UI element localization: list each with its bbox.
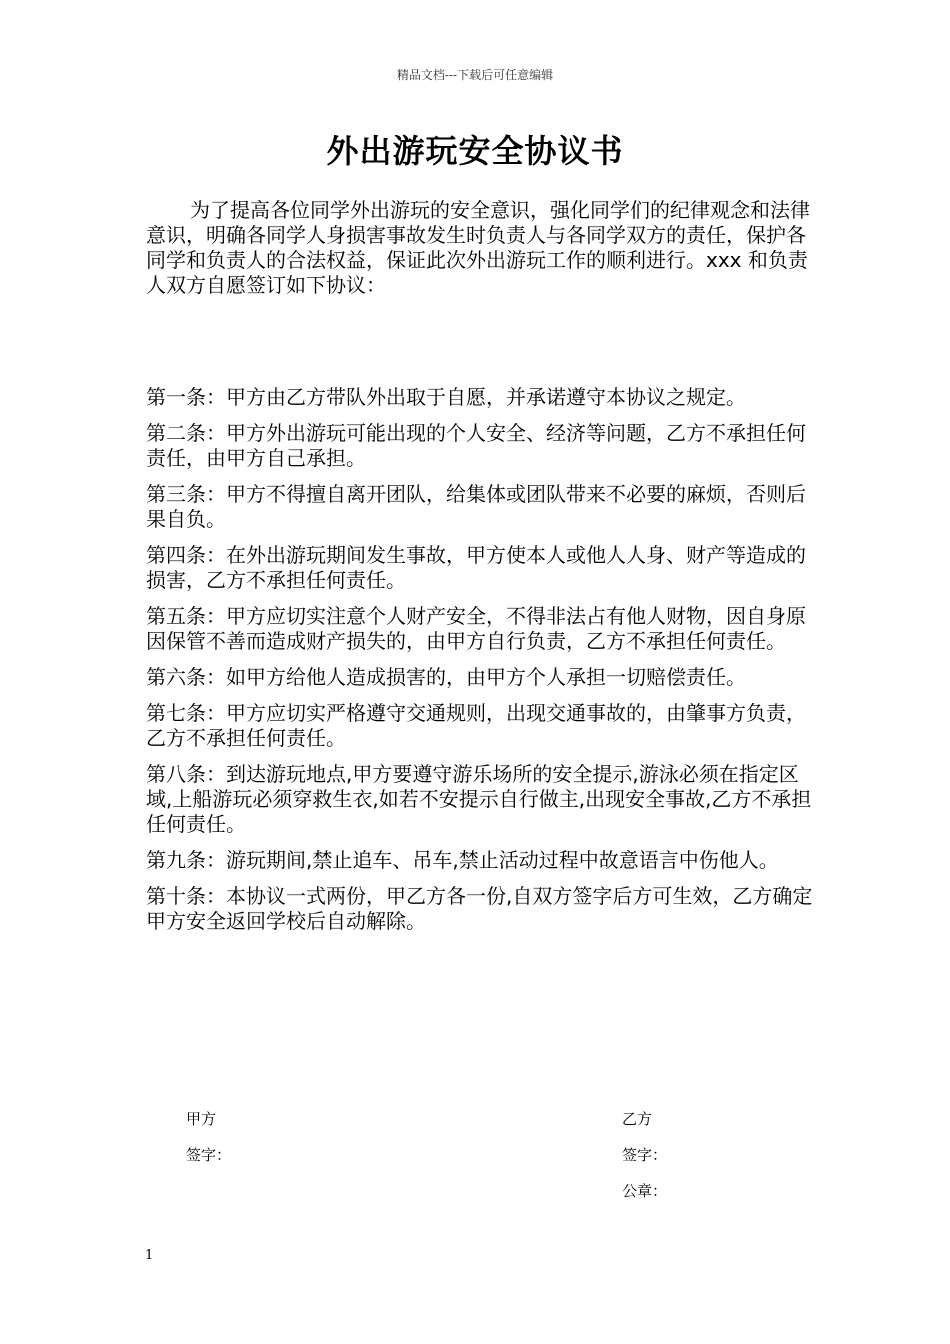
clause-7: 第七条：甲方应切实严格遵守交通规则，出现交通事故的，由肇事方负责，乙方不承担任何责任。 — [146, 701, 806, 750]
clause-5: 第五条：甲方应切实注意个人财产安全，不得非法占有他人财物，因自身原因保管不善而造成财产损失的，由甲方自行负责，乙方不承担任何责任。 — [146, 604, 806, 653]
clause-list — [146, 385, 818, 945]
clause-2: 第二条：甲方外出游玩可能出现的个人安全、经济等问题，乙方不承担任何责任，由甲方自己承担。 — [146, 421, 806, 470]
document-title: 外出游玩安全协议书 — [326, 132, 624, 170]
party-b-signature-block — [622, 1108, 667, 1216]
party-b-seal-field: 公章： — [622, 1182, 668, 1200]
clause-1: 第一条：甲方由乙方带队外出取于自愿，并承诺遵守本协议之规定。 — [146, 385, 746, 409]
party-b-sign-field: 签字： — [622, 1146, 668, 1164]
party-a-sign-field: 签字： — [186, 1146, 232, 1164]
clause-4: 第四条：在外出游玩期间发生事故，甲方使本人或他人人身、财产等造成的损害，乙方不承担任何责任。 — [146, 543, 806, 592]
party-a-signature-block — [186, 1108, 231, 1180]
clause-8: 第八条：到达游玩地点,甲方要遵守游乐场所的安全提示,游泳必须在指定区域,上船游玩必须穿救生衣,如若不安提示自行做主,出现安全事故,乙方不承担任何责任。 — [146, 762, 812, 836]
clause-3: 第三条：甲方不得擅自离开团队，给集体或团队带来不必要的麻烦，否则后果自负。 — [146, 482, 806, 531]
clause-6: 第六条：如甲方给他人造成损害的，由甲方个人承担一切赔偿责任。 — [146, 665, 746, 689]
party-b-label: 乙方 — [622, 1110, 653, 1128]
intro-paragraph: 为了提高各位同学外出游玩的安全意识，强化同学们的纪律观念和法律意识，明确各同学人身损害事故发生时负责人与各同学双方的责任，保护各同学和负责人的合法权益，保证此次外出游玩工作的顺利进行。xxx 和负责人双方自愿签订如下协议： — [146, 198, 810, 297]
clause-9: 第九条：游玩期间,禁止追车、吊车,禁止活动过程中故意语言中伤他人。 — [146, 848, 779, 872]
page-number: 1 — [145, 1248, 154, 1263]
party-a-label: 甲方 — [186, 1110, 217, 1128]
clause-10: 第十条：本协议一式两份，甲乙方各一份,自双方签字后方可生效，乙方确定甲方安全返回学校后自动解除。 — [146, 884, 813, 933]
header-note: 精品文档---下载后可任意编辑 — [396, 68, 554, 82]
